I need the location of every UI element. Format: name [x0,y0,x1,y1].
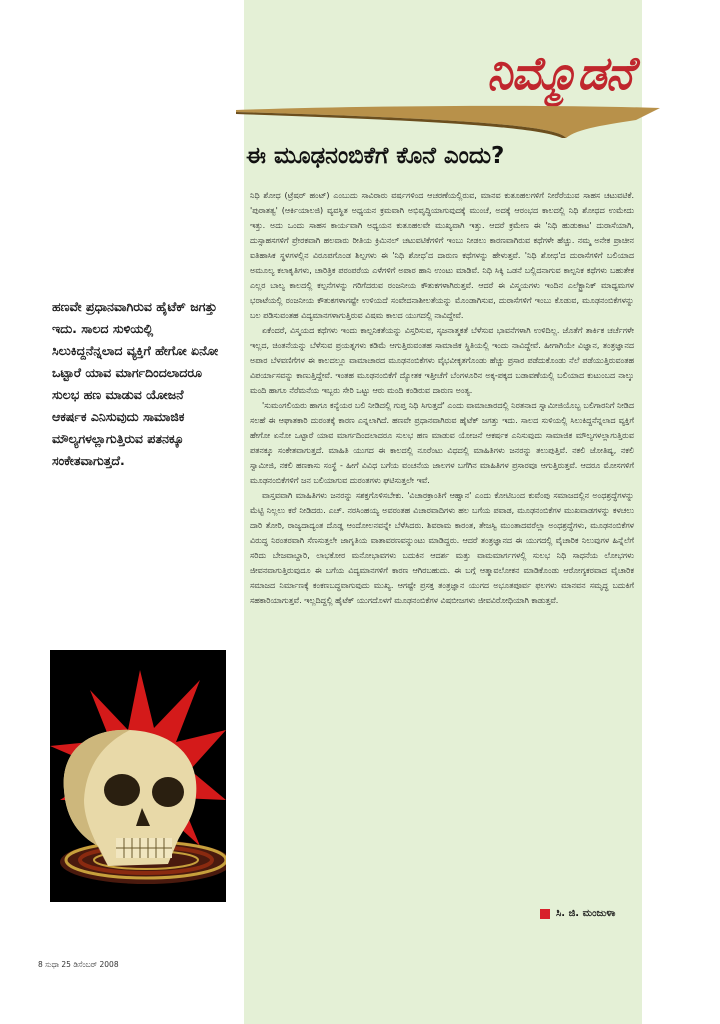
author-byline [540,908,615,919]
pull-quote: ಹಣವೇ ಪ್ರಧಾನವಾಗಿರುವ ಹೈಟೆಕ್ ಜಗತ್ತು ಇದು. ಸಾಲದ ಸುಳಿಯಲ್ಲಿ ಸಿಲುಕಿದ್ದನೆನ್ನಲಾದ ವ್ಯಕ್ತಿಗೆ ಹೇಗೋ ಏನೋ ಒಟ್ಟಾರೆ ಯಾವ ಮಾರ್ಗದಿಂದಲಾದರೂ ಸುಲಭ ಹಣ ಮಾಡುವ ಯೋಜನೆ ಆಕರ್ಷಕ ಎನಿಸುವುದು ಸಾಮಾಜಿಕ ಮೌಲ್ಯಗಳಲ್ಲಾಗುತ್ತಿರುವ ಪತನಕ್ಕೂ ಸಂಕೇತವಾಗುತ್ತದೆ. [52,299,219,468]
title-swoosh-decoration [236,100,660,140]
article-paragraph: 'ಸುಮಂಗಲಿಯರು ಹಾಗೂ ಕನ್ಯೆಯರ ಬಲಿ ನೀಡಿದಲ್ಲಿ ಗುಪ್ತ ನಿಧಿ ಸಿಗುತ್ತದೆ' ಎಂದು ವಾಮಾಚಾರದಲ್ಲಿ ನಿರತನಾದ ಸ್ವಾಮೀಜಿಯೊಬ್ಬ ಬಲಿಗಾರನಿಗೆ ನೀಡಿದ ಸಲಹೆ ಈ ಆಘಾತಕಾರಿ ದುರಂತಕ್ಕೆ ಕಾರಣ ಎನ್ನಲಾಗಿದೆ. ಹಣವೇ ಪ್ರಧಾನವಾಗಿರುವ ಹೈಟೆಕ್ ಜಗತ್ತು ಇದು. ಸಾಲದ ಸುಳಿಯಲ್ಲಿ ಸಿಲುಕಿದ್ದನೆನ್ನಲಾದ ವ್ಯಕ್ತಿಗೆ ಹೇಗೋ ಏನೋ ಒಟ್ಟಾರೆ ಯಾವ ಮಾರ್ಗದಿಂದಲಾದರೂ ಸುಲಭ ಹಣ ಮಾಡುವ ಯೋಜನೆ ಆಕರ್ಷಕ ಎನಿಸುವುದು ಸಾಮಾಜಿಕ ಮೌಲ್ಯಗಳಲ್ಲಾಗುತ್ತಿರುವ ಪತನಕ್ಕೂ ಸಂಕೇತವಾಗುತ್ತದೆ. ಮಾಹಿತಿ ಯುಗದ ಈ ಕಾಲದಲ್ಲಿ ನೂರೆಂಟು ವಿಧದಲ್ಲಿ ಮಾಹಿತಿಗಳು ಜನರನ್ನು ತಲುಪುತ್ತಿವೆ. ನಕಲಿ ಜೋತಿಷ್ಯ, ನಕಲಿ ಸ್ವಾಮೀಜಿ, ನಕಲಿ ಹಣಕಾಸು ಸಂಸ್ಥೆ - ಹೀಗೆ ವಿವಿಧ ಬಗೆಯ ವಂಚನೆಯ ಜಾಲಗಳ ಬಗೆಗಿನ ಮಾಹಿತಿಗಳ ಪ್ರಸಾರವೂ ಆಗುತ್ತಿರುತ್ತವೆ. ಆದರೂ ಮೋಸಗಳಿಗೆ ಮೂಢನಂಬಿಕೆಗಳಿಗೆ ಜನ ಬಲಿಯಾಗುವ ದುರಂತಗಳು ಘಟಿಸುತ್ತಲೇ ಇವೆ. [250,401,634,485]
article-paragraph: ನಿಧಿ ಶೋಧ (ಟ್ರೆಷರ್ ಹಂಟ್) ಎಂಬುದು ಸಾವಿರಾರು ವರ್ಷಗಳಿಂದ ಆಚರಣೆಯಲ್ಲಿರುವ, ಮಾನವ ಕುತೂಹಲಗಳಿಗೆ ನೀರೆರೆಯುವ ಸಾಹಸ ಚಟುವಟಿಕೆ. 'ಪುರಾತತ್ವ' (ಆರ್ಕಿಯಾಲಜಿ) ವ್ಯವಸ್ಥಿತ ಅಧ್ಯಯನ ಕ್ರಮವಾಗಿ ಅಭಿವೃದ್ಧಿಯಾಗುವುದಕ್ಕೆ ಮುಂಚೆ, ಅದಕ್ಕೆ ಆರಂಭದ ಕಾಲದಲ್ಲಿ ನಿಧಿ ಶೋಧದ ಉಮೇದು ಇತ್ತು. ಅದು ಒಂದು ಸಾಹಸ ಕಾರ್ಯವಾಗಿ ಅಧ್ಯಯನ ಕುತೂಹಲವೇ ಮುಖ್ಯವಾಗಿ ಇತ್ತು. ಆದರೆ ಕ್ರಮೇಣ ಈ 'ನಿಧಿ ಹುಡುಕಾಟ' ದುರಾಸೆಯಾಗಿ, ದುಸ್ಸಾಹಸಗಳಿಗೆ ಪ್ರೇರಕವಾಗಿ ಹಲವಾರು ರೀತಿಯ ಕ್ರಿಮಿನಲ್ ಚಟುವಟಿಕೆಗಳಿಗೆ ಇಂಬು ನೀಡಲು ಕಾರಣವಾಗಿರುವ ಕಥೆಗಳೇ ಹೆಚ್ಚು. ನಮ್ಮ ಅನೇಕ ಪ್ರಾಚೀನ ಐತಿಹಾಸಿಕ ಸ್ಥಳಗಳಲ್ಲಿನ ವಿರೂಪಗೊಂಡ ಶಿಲ್ಪಗಳು ಈ 'ನಿಧಿ ಶೋಧ'ದ ದಾರುಣ ಕಥೆಗಳನ್ನು ಹೇಳುತ್ತವೆ. 'ನಿಧಿ ಶೋಧ'ದ ದುರಾಸೆಗಳಿಗೆ ಬಲಿಯಾದ ಅಮೂಲ್ಯ ಕಲಾಕೃತಿಗಳು, ಚಾರಿತ್ರಿಕ ಪರಂಪರೆಯ ಎಳೆಗಳಿಗೆ ಅಪಾರ ಹಾನಿ ಉಂಟು ಮಾಡಿವೆ. ನಿಧಿ ಸಿಕ್ಕಿ ಒಡನೆ ಬಲ್ಲಿದನಾಗುವ ಕಾಲ್ಪನಿಕ ಕಥೆಗಳು ಬಹುತೇಕ ಎಲ್ಲರ ಬಾಲ್ಯ ಕಾಲದಲ್ಲಿ ಕಲ್ಪನೆಗಳನ್ನು ಗರಿಗೆದರುವ ರಂಜನೀಯ ಕೌತುಕಗಳಾಗಿರುತ್ತವೆ. ಆದರೆ ಈ ವಿಸ್ಮಯಗಳು ಇಂದಿನ ಎಲೆಕ್ಟ್ರಾನಿಕ್ ಮಾಧ್ಯಮಗಳ ಭರಾಟೆಯಲ್ಲಿ ರಂಜನೀಯ ಕೌತುಕಗಳಾಗಷ್ಟೇ ಉಳಿಯದೆ ಸಂವೇದನಾಶೀಲತೆಯನ್ನು ಮೊಂಡಾಗಿಸುವ, ದುರಾಸೆಗಳಿಗೆ ಇಂಬು ಕೊಡುವ, ಮೂಢನಂಬಿಕೆಗಳನ್ನು ಬಲ ಪಡಿಸುವಂತಹ ವಿದ್ಯಮಾನಗಳಾಗುತ್ತಿರುವ ವಿಷಮ ಕಾಲದ ಯುಗದಲ್ಲಿ ನಾವಿದ್ದೇವೆ. [250,191,634,320]
article-paragraph: ಏಕೆಂದರೆ, ವಿಸ್ಮಯದ ಕಥೆಗಳು ಇಂದು ಕಾಲ್ಪನಿಕತೆಯನ್ನು ವಿಸ್ತರಿಸುವ, ಸೃಜನಾತ್ಮಕತೆ ಬೆಳೆಸುವ ಭಾವನೆಗಳಾಗಿ ಉಳಿದಿಲ್ಲ. ಜೊತೆಗೆ ತಾರ್ಕಿಕ ಚರ್ಚೆಗಳೇ ಇಲ್ಲದ, ಚಿಂತನೆಯನ್ನು ಬೆಳೆಸುವ ಪ್ರಯತ್ನಗಳು ಕಡಿಮೆ ಆಗುತ್ತಿರುವಂತಹ ಸಾಮಾಜಿಕ ಸ್ಥಿತಿಯಲ್ಲಿ ಇಂದು ನಾವಿದ್ದೇವೆ. ಹೀಗಾಗಿಯೇ ವಿಜ್ಞಾನ, ತಂತ್ರಜ್ಞಾನದ ಅಪಾರ ಬೆಳವಣಿಗೆಗಳ ಈ ಕಾಲದಲ್ಲೂ ವಾಮಾಚಾರದ ಮೂಢನಂಬಿಕೆಗಳು ವೈಭವೀಕೃತಗೊಂಡು ಹೆಚ್ಚು ಪ್ರಸಾರ ಪಡೆದುಕೊಂಡು ನೆಲೆ ಪಡೆಯುತ್ತಿರುವಂತಹ ವಿಪರ್ಯಾಸವನ್ನು ಕಾಣುತ್ತಿದ್ದೇವೆ. ಇಂತಹ ಮೂಢನಂಬಿಕೆಗೆ ದ್ಯೋತಕ ಇತ್ತೀಚೆಗೆ ಬೆಂಗಳೂರಿನ ಅಕ್ಕ-ಪಕ್ಕದ ಬಡಾವಣೆಯಲ್ಲಿ ಬಲಿಯಾದ ಕುಟುಂಬದ ನಾಲ್ಕು ಮಂದಿ ಹಾಗೂ ನೆರೆಮನೆಯ ಇಬ್ಬರು ಸೇರಿ ಒಟ್ಟು ಆರು ಮಂದಿ ಕಂಡಿರುವ ದಾರುಣ ಅಂತ್ಯ. [250,326,634,395]
article-paragraph: ವಾಸ್ತವವಾಗಿ ಮಾಹಿತಿಗಳು ಜನರನ್ನು ಸಶಕ್ತಗೊಳಿಸಬೇಕು. 'ವಿಚಾರಕ್ರಾಂತಿಗೆ ಆಹ್ವಾನ' ಎಂದು ಕೋಟಿಬಂದ ಕುವೆಂಪು ಸಮಾಜದಲ್ಲಿನ ಅಂಧಶ್ರದ್ಧೆಗಳನ್ನು ಮೆಟ್ಟಿ ನಿಲ್ಲಲು ಕರೆ ನೀಡಿದರು. ಎಚ್. ನರಸಿಂಹಯ್ಯ ಅವರಂತಹ ವಿಚಾರವಾದಿಗಳು ಹಲ ಬಗೆಯ ಪವಾಡ, ಮೂಢನಂಬಿಕೆಗಳ ಮುಖವಾಡಗಳನ್ನು ಕಳಚಲು ದಾರಿ ತೋರಿ, ರಾಜ್ಯದಾದ್ಯಂತ ದೊಡ್ಡ ಆಂದೋಲನವನ್ನೇ ಬೆಳೆಸಿದರು. ಶಿವರಾಮ ಕಾರಂತ, ತೇಜಸ್ವಿ ಮುಂತಾದವರೆಲ್ಲಾ ಅಂಧಶ್ರದ್ಧೆಗಳು, ಮೂಢನಂಬಿಕೆಗಳ ವಿರುದ್ಧ ನಿರಂತರವಾಗಿ ಸೆಣಸುತ್ತಲೇ ಜಾಗೃತಿಯ ವಾತಾವರಣವನ್ನುಂಟು ಮಾಡಿದ್ದರು. ಆದರೆ ತಂತ್ರಜ್ಞಾನದ ಈ ಯುಗದಲ್ಲಿ ವೈಚಾರಿಕ ನಿಲುವುಗಳ ಹಿನ್ನೆಲೆಗೆ ಸರಿದು ಬೇಜವಾಬ್ದಾರಿ, ಲಾಭಕೋರ ಮನೋಭಾವಗಳು ಬದುಕಿನ ಆದರ್ಶ ಮತ್ತು ವಾಮಮಾರ್ಗಗಳಲ್ಲಿ ಸುಲಭ ನಿಧಿ ಸಾಧನೆಯ ಲೋಭಗಳು ಜೀವನವಾಗುತ್ತಿರುವುದೂ ಈ ಬಗೆಯ ವಿದ್ಯಮಾನಗಳಿಗೆ ಕಾರಣ ಆಗಿರಬಹುದು. ಈ ಬಗ್ಗೆ ಆತ್ಮಾವಲೋಕನ ಮಾಡಿಕೊಂಡು ಆರೋಗ್ಯಕರವಾದ ವೈಚಾರಿಕ ಸಮಾಜದ ನಿರ್ಮಾಣಕ್ಕೆ ಕಂಕಣಬದ್ಧವಾಗುವುದು ಮುಖ್ಯ. ಆಗಷ್ಟೇ ಪ್ರಸಕ್ತ ತಂತ್ರಜ್ಞಾನ ಯುಗದ ಅಭೂತಪೂರ್ವ ಫಲಗಳು ಮಾನವನ ಸಮೃದ್ಧ ಬದುಕಿಗೆ ಸಹಕಾರಿಯಾಗುತ್ತವೆ. ಇಲ್ಲದಿದ್ದಲ್ಲಿ ಹೈಟೆಕ್ ಯುಗದೊಳಗೆ ಮೂಢನಂಬಿಕೆಗಳ ವಿಷಬೀಜಗಳು ಜೀವವಿರೋಧಿಯಾಗಿ ಕಾಡುತ್ತವೆ. [250,491,634,605]
skull-illustration-svg [50,650,226,902]
article-headline: ಈ ಮೂಢನಂಬಿಕೆಗೆ ಕೊನೆ ಎಂದು? [246,143,505,169]
byline-square-icon [540,909,550,919]
article-body [250,188,634,892]
author-name: ಸಿ. ಜಿ. ಮಂಜುಳಾ [556,908,616,919]
skull-illustration [50,650,226,902]
page-footer: 8 ಸುಧಾ 25 ಡಿಸೆಂಬರ್ 2008 [38,960,119,969]
section-title-text: ನಿಮ್ಮೊಡನೆ [486,46,632,100]
